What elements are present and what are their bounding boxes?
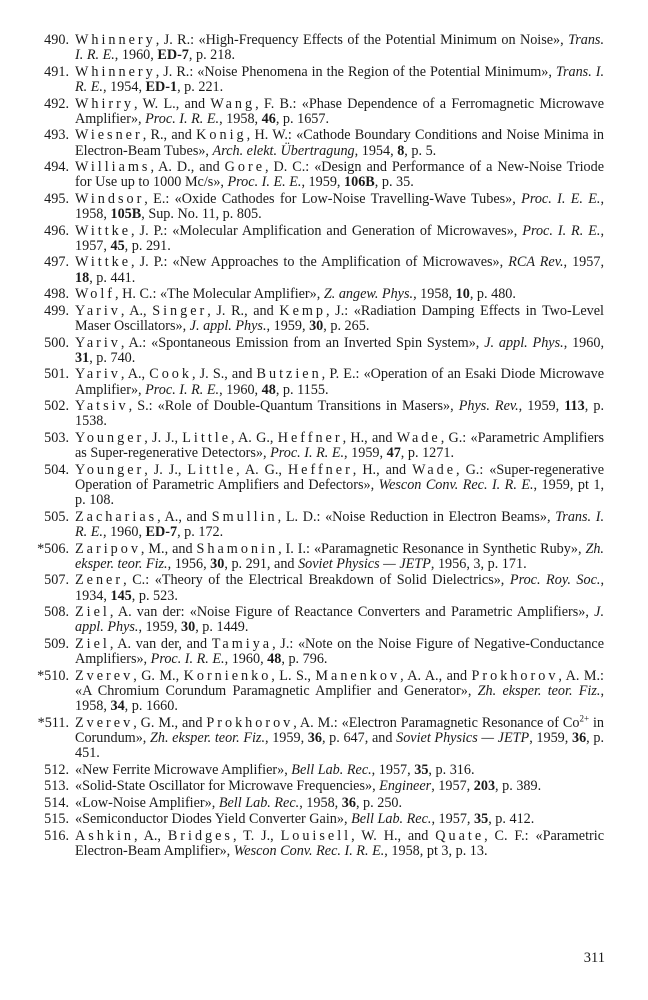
- volume: 18: [75, 269, 90, 286]
- reference-number: 497.: [44, 254, 69, 271]
- journal-title: Proc. I. R. E.: [145, 110, 220, 127]
- text-segment: , p. 172.: [177, 524, 224, 541]
- reference-text: [75, 367, 604, 398]
- text-segment: , 1959,: [529, 730, 572, 746]
- reference-entry: [30, 336, 604, 367]
- author-name: Yariv: [75, 302, 121, 319]
- volume: ED-7: [145, 524, 178, 541]
- journal-title: Bell Lab. Rec.: [291, 761, 372, 778]
- reference-text: [75, 463, 604, 509]
- text-segment: , H., and: [352, 461, 413, 478]
- volume: 113: [564, 398, 585, 415]
- author-name: Yatsiv: [75, 398, 129, 415]
- reference-number: 498.: [44, 286, 69, 303]
- reference-number: 513.: [44, 778, 69, 795]
- reference-entry: [30, 463, 604, 509]
- text-segment: , H. W.: «Cathode Boundary Conditions and Noise Minima in Electron-Beam Tubes»,: [75, 127, 605, 159]
- text-segment: , R., and: [142, 127, 197, 144]
- journal-title: Soviet Physics — JETP: [396, 730, 530, 746]
- reference-number: 491.: [44, 63, 69, 80]
- volume: 46: [261, 110, 276, 127]
- author-name: Windsor: [75, 190, 145, 207]
- text-segment: , p. 250.: [355, 794, 403, 811]
- text-segment: , p. 35.: [374, 174, 414, 191]
- text-segment: , J. P.: «Molecular Amplification and Generation of Microwaves»,: [131, 222, 523, 239]
- text-segment: , p. 389.: [495, 778, 542, 795]
- reference-number: 499.: [44, 302, 69, 319]
- reference-number: 509.: [44, 635, 69, 652]
- text-segment: , E.: «Oxide Cathodes for Low-Noise Travelling-Wave Tubes»,: [144, 190, 522, 207]
- text-segment: , A. M.: «A Chromium Corundum Paramagnetic Amplifier and Generator»,: [75, 667, 604, 699]
- text-segment: , p. 412.: [488, 811, 535, 828]
- journal-title: Trans. I. R. E.: [75, 508, 605, 541]
- reference-text: [75, 829, 604, 860]
- author-name: Ziel: [75, 604, 110, 621]
- journal-title: Proc. I. R. E.: [150, 651, 225, 668]
- author-name: Wade: [412, 461, 457, 478]
- reference-number: *510.: [37, 667, 69, 684]
- reference-text: [75, 796, 604, 811]
- reference-entry: [30, 399, 604, 430]
- reference-text: [75, 224, 604, 255]
- author-name: Kemp: [279, 302, 327, 319]
- text-segment: , p. 1449.: [195, 619, 249, 636]
- journal-title: J. appl. Phys.: [75, 604, 604, 636]
- text-segment: , 1960,: [563, 334, 605, 351]
- journal-title: Phys. Rev.: [458, 398, 519, 415]
- volume: 30: [210, 555, 225, 572]
- journal-title: Engineer: [379, 778, 432, 795]
- author-name: Prokhorov: [471, 667, 559, 684]
- page-number: 311: [583, 950, 605, 966]
- reference-entry: [30, 304, 604, 335]
- reference-text: [75, 605, 604, 636]
- text-segment: , p. 480.: [469, 286, 516, 303]
- text-segment: , p. 1155.: [275, 381, 329, 398]
- text-segment: , S.: «Role of Double-Quantum Transitions in Masers»,: [128, 398, 459, 415]
- volume: 36: [341, 794, 356, 811]
- text-segment: , A. M.: «Electron Paramagnetic Resonance of Co: [293, 714, 580, 731]
- reference-text: [75, 255, 604, 286]
- journal-title: Bell Lab. Rec.: [351, 811, 432, 828]
- journal-title: Proc. I. E. E.: [227, 174, 302, 191]
- reference-entry: [30, 605, 604, 636]
- volume: 36: [571, 730, 587, 746]
- reference-entry: [30, 637, 604, 668]
- author-name: Williams: [75, 159, 151, 176]
- reference-entry: [30, 65, 604, 96]
- reference-entry: [30, 763, 604, 778]
- reference-entry: [30, 573, 604, 604]
- text-segment: , M., and: [140, 540, 197, 557]
- reference-entry: [30, 829, 604, 860]
- text-segment: , J. R.: «High-Frequency Effects of the Potential Minimum on Noise»,: [155, 32, 569, 48]
- author-name: Wittke: [75, 254, 132, 271]
- journal-title: Trans. I. R. E.: [75, 32, 604, 64]
- text-segment: , H. C.: «The Molecular Amplifier»,: [115, 286, 324, 303]
- reference-entry: [30, 33, 604, 64]
- author-name: Konig: [196, 127, 247, 144]
- volume: ED-1: [145, 79, 178, 96]
- reference-number: 504.: [44, 461, 69, 478]
- volume: 30: [309, 318, 324, 335]
- reference-number: *511.: [37, 714, 69, 731]
- author-name: Whirry: [75, 95, 134, 112]
- text-segment: , A., and: [157, 508, 212, 525]
- volume: 48: [261, 381, 276, 398]
- text-segment: , p. 1271.: [400, 445, 454, 462]
- text-segment: , J.: «Note on the Noise Figure of Negative-Conductance Amplifiers»,: [75, 635, 605, 668]
- volume: 34: [110, 698, 125, 715]
- author-name: Zaripov: [75, 540, 141, 557]
- volume: 145: [110, 587, 132, 604]
- reference-number: 502.: [44, 398, 69, 415]
- text-segment: «New Ferrite Microwave Amplifier»,: [75, 761, 292, 778]
- text-segment: , p. 221.: [177, 79, 224, 96]
- volume: 30: [181, 619, 196, 636]
- reference-number: 515.: [44, 811, 69, 828]
- reference-number: 514.: [44, 794, 69, 811]
- author-name: Tamiya: [211, 635, 273, 652]
- text-segment: , p. 1657.: [275, 110, 330, 127]
- text-segment: , p. 265.: [323, 318, 370, 335]
- reference-text: [75, 65, 604, 96]
- text-segment: , G. M., and: [133, 714, 207, 731]
- reference-number: 512.: [44, 761, 69, 778]
- text-segment: , J. J.,: [144, 429, 183, 446]
- volume: 47: [386, 445, 401, 462]
- author-name: Heffner: [287, 461, 353, 478]
- author-name: Zacharias: [75, 508, 158, 525]
- reference-text: [75, 637, 604, 668]
- text-segment: , 1956, 3, p. 171.: [430, 555, 527, 572]
- reference-text: [75, 812, 604, 827]
- author-name: Younger: [75, 429, 145, 446]
- reference-text: [75, 160, 604, 191]
- author-name: Zener: [75, 572, 124, 589]
- reference-entry: [30, 812, 604, 827]
- text-segment: , W. H., and: [351, 827, 436, 844]
- text-segment: , A.,: [120, 302, 153, 319]
- reference-entry: [30, 779, 604, 794]
- reference-entry: [30, 255, 604, 286]
- author-name: Zverev: [75, 667, 134, 684]
- author-name: Whinnery: [75, 32, 156, 48]
- volume: 8: [397, 142, 405, 159]
- text-segment: , 1957,: [431, 811, 475, 828]
- text-segment: , T. J.,: [232, 827, 281, 844]
- text-segment: , 1960,: [219, 381, 262, 398]
- reference-text: [75, 287, 604, 302]
- reference-text: [75, 573, 604, 604]
- volume: 36: [307, 730, 322, 746]
- text-segment: , A. A., and: [400, 667, 472, 684]
- volume: 203: [473, 778, 496, 795]
- text-segment: , L. S.,: [271, 667, 316, 684]
- text-segment: , 1957,: [75, 222, 604, 254]
- author-name: Wiesner: [75, 127, 143, 144]
- reference-number: 505.: [44, 508, 69, 525]
- reference-entry: [30, 712, 605, 762]
- text-segment: , 1960,: [114, 47, 158, 64]
- author-name: Cook: [149, 366, 192, 383]
- text-segment: , D. C.: «Design and Performance of a New-Noise Triode for Use up to 1000 Mc/s»,: [75, 159, 604, 191]
- text-segment: , P. E.: «Operation of an Esaki Diode Microwave Amplifier»,: [75, 366, 604, 398]
- volume: 106B: [344, 174, 375, 191]
- reference-text: [75, 779, 604, 794]
- text-segment: , G.: «Super-regenerative Operation of Parametric Amplifiers and Defectors»,: [75, 461, 605, 493]
- text-segment: , 1956,: [167, 555, 211, 572]
- text-segment: , C. F.: «Parametric Electron-Beam Amplifier»,: [75, 827, 605, 860]
- journal-title: Trans. I. R. E.: [75, 63, 605, 96]
- volume: 31: [75, 349, 90, 366]
- journal-title: J. appl. Phys.: [484, 334, 564, 351]
- author-name: Ziel: [75, 635, 110, 652]
- reference-entry: [30, 160, 604, 191]
- journal-title: Z. angew. Phys.: [323, 286, 414, 303]
- text-segment: , W. L., and: [133, 95, 211, 112]
- text-segment: , 1958,: [413, 286, 456, 303]
- text-segment: , A. van der, and: [109, 635, 212, 652]
- author-name: Kornienko: [183, 667, 272, 684]
- reference-text: [75, 669, 604, 715]
- reference-entry: [30, 669, 604, 715]
- text-segment: , p. 316.: [428, 761, 475, 778]
- text-segment: , 1958,: [75, 682, 604, 715]
- author-name: Manenkov: [315, 667, 401, 684]
- reference-text: [75, 431, 604, 462]
- reference-text: [75, 336, 604, 367]
- reference-number: 492.: [44, 95, 69, 112]
- text-segment: , A. van der: «Noise Figure of Reactance Converters and Parametric Amplifiers»,: [109, 604, 595, 621]
- author-name: Yariv: [75, 366, 121, 383]
- text-segment: , A.,: [134, 827, 168, 844]
- journal-title: Proc. I. R. E.: [270, 445, 345, 462]
- text-segment: , 1934,: [75, 572, 604, 604]
- text-segment: , Sup. No. 11, p. 805.: [141, 206, 262, 223]
- text-segment: , J. P.: «New Approaches to the Amplification of Microwaves»,: [131, 254, 509, 271]
- reference-entry: [30, 224, 604, 255]
- reference-entry: [30, 128, 604, 159]
- text-segment: , p. 1538.: [75, 398, 604, 430]
- reference-number: 494.: [44, 159, 69, 176]
- author-name: Bridges: [167, 827, 233, 844]
- author-name: Whinnery: [75, 63, 156, 80]
- reference-text: [75, 542, 604, 573]
- text-segment: , I. I.: «Paramagnetic Resonance in Synthetic Ruby»,: [278, 540, 586, 557]
- author-name: Little: [182, 429, 231, 446]
- author-name: Yariv: [75, 334, 121, 351]
- journal-title: Wescon Conv. Rec. I. R. E.: [378, 476, 534, 493]
- text-segment: , 1958,: [299, 794, 342, 811]
- volume: 45: [110, 237, 125, 254]
- text-segment: , A. G.,: [231, 429, 278, 446]
- text-segment: in Corundum»,: [75, 714, 604, 746]
- volume: 10: [455, 286, 470, 303]
- reference-text: [75, 33, 604, 64]
- text-segment: , H., and: [342, 429, 397, 446]
- text-segment: , A.,: [120, 366, 150, 383]
- volume: ED-7: [157, 47, 189, 64]
- reference-entry: [30, 796, 604, 811]
- author-name: Wolf: [75, 286, 116, 303]
- text-segment: , 1958,: [75, 190, 605, 223]
- reference-entry: [30, 287, 604, 302]
- journal-title: Proc. I. E. E.: [521, 190, 601, 207]
- reference-text: [75, 97, 604, 128]
- reference-entry: [30, 510, 604, 541]
- reference-number: 507.: [44, 572, 69, 589]
- reference-number: 508.: [44, 604, 69, 621]
- author-name: Prokhorov: [206, 714, 294, 731]
- author-name: Wade: [396, 429, 441, 446]
- text-segment: , p. 291, and: [224, 555, 299, 572]
- journal-title: Wescon Conv. Rec. I. R. E.: [233, 843, 385, 860]
- volume: 35: [414, 761, 429, 778]
- reference-list: [30, 33, 604, 861]
- journal-title: Proc. I. R. E.: [145, 381, 220, 398]
- text-segment: , p. 647, and: [321, 730, 397, 746]
- text-segment: , F. B.: «Phase Dependence of a Ferromagnetic Microwave Amplifier»,: [75, 95, 604, 127]
- reference-number: 516.: [44, 827, 69, 844]
- text-segment: , 1958, pt 3, p. 13.: [384, 843, 488, 860]
- text-segment: , p. 740.: [89, 349, 136, 366]
- reference-entry: [30, 431, 604, 462]
- text-segment: , C.: «Theory of the Electrical Breakdown of Solid Dielectrics»,: [123, 572, 510, 589]
- text-segment: , 1959, pt 1, p. 108.: [75, 476, 604, 509]
- reference-number: 495.: [44, 190, 69, 207]
- journal-title: Soviet Physics — JETP: [298, 555, 431, 572]
- text-segment: , 1959,: [518, 398, 565, 415]
- text-segment: , J. J.,: [144, 461, 188, 478]
- reference-text: [75, 192, 604, 223]
- author-name: Louisell: [280, 827, 352, 844]
- reference-entry: [30, 367, 604, 398]
- reference-entry: [30, 192, 604, 223]
- text-segment: «Semiconductor Diodes Yield Converter Gain»,: [75, 811, 352, 828]
- text-segment: , A. G.,: [236, 461, 288, 478]
- text-segment: , 1959,: [266, 318, 310, 335]
- text-segment: , 1959,: [344, 445, 387, 462]
- reference-text: [75, 763, 604, 778]
- author-name: Singer: [152, 302, 208, 319]
- text-segment: , 1959,: [138, 619, 182, 636]
- author-name: Smullin: [211, 508, 278, 525]
- text-segment: , 1957,: [431, 778, 474, 795]
- journal-title: Arch. elekt. Übertragung: [212, 142, 355, 159]
- author-name: Heffner: [277, 429, 343, 446]
- journal-title: Proc. Roy. Soc.: [509, 572, 601, 589]
- text-segment: , 1958,: [219, 110, 262, 127]
- text-segment: , 1959,: [301, 174, 345, 191]
- reference-number: 503.: [44, 429, 69, 446]
- reference-text: [75, 304, 604, 335]
- journal-title: J. appl. Phys.: [189, 318, 267, 335]
- author-name: Younger: [75, 461, 145, 478]
- text-segment: , p. 1660.: [124, 698, 178, 715]
- text-segment: , p. 5.: [404, 142, 437, 159]
- text-segment: , 1959,: [265, 730, 308, 746]
- journal-title: Bell Lab. Rec.: [218, 794, 300, 811]
- reference-number: 490.: [44, 32, 69, 48]
- text-segment: , G. M.,: [133, 667, 184, 684]
- author-name: Little: [187, 461, 237, 478]
- text-segment: , 1954,: [102, 79, 146, 96]
- text-segment: , p. 218.: [188, 47, 235, 64]
- volume: 35: [474, 811, 489, 828]
- author-name: Gore: [224, 159, 266, 176]
- reference-number: 496.: [44, 222, 69, 239]
- author-name: Ashkin: [75, 827, 134, 844]
- text-segment: , G.: «Parametric Amplifiers as Super-regenerative Detectors»,: [75, 429, 604, 462]
- author-name: Quate: [435, 827, 485, 844]
- text-segment: , p. 451.: [75, 730, 605, 762]
- journal-title: Zh. eksper. teor. Fiz.: [75, 540, 604, 572]
- text-segment: , p. 523.: [131, 587, 178, 604]
- reference-number: 501.: [44, 366, 69, 383]
- text-segment: , 1957,: [371, 761, 415, 778]
- reference-entry: [30, 542, 604, 573]
- volume: 48: [267, 651, 282, 668]
- text-segment: , J.: «Radiation Damping Effects in Two-Level Maser Oscillators»,: [75, 302, 604, 335]
- journal-title: Zh. eksper. teor. Fiz.: [150, 730, 265, 746]
- volume: 105B: [110, 206, 142, 223]
- reference-text: [75, 712, 605, 762]
- author-name: Wittke: [75, 222, 132, 239]
- text-segment: , A. D., and: [150, 159, 225, 176]
- reference-number: 493.: [44, 127, 69, 144]
- journal-title: Proc. I. R. E.: [522, 222, 601, 239]
- author-name: Butzien: [256, 366, 322, 383]
- reference-number: 500.: [44, 334, 69, 351]
- text-segment: , L. D.: «Noise Reduction in Electron Beams»,: [277, 508, 556, 525]
- text-segment: , J. S., and: [191, 366, 257, 383]
- text-segment: , 1960,: [102, 524, 146, 541]
- reference-number: *506.: [37, 540, 69, 557]
- text-segment: , J. R.: «Noise Phenomena in the Region of the Potential Minimum»,: [155, 63, 556, 80]
- reference-text: [75, 510, 604, 541]
- author-name: Wang: [210, 95, 256, 112]
- reference-text: [75, 399, 604, 430]
- text-segment: , J. R., and: [207, 302, 280, 319]
- text-segment: , 1954,: [354, 142, 398, 159]
- text-segment: , 1960,: [224, 651, 268, 668]
- text-segment: «Low-Noise Amplifier»,: [75, 794, 219, 811]
- text-segment: , 1957,: [563, 254, 604, 271]
- superscript: 2+: [579, 712, 590, 723]
- text-segment: , p. 441.: [89, 269, 136, 286]
- journal-title: RCA Rev.: [508, 254, 564, 271]
- text-segment: , A.: «Spontaneous Emission from an Inverted Spin System»,: [120, 334, 485, 351]
- text-segment: , p. 291.: [124, 237, 171, 254]
- text-segment: «Solid-State Oscillator for Microwave Frequencies»,: [75, 778, 380, 795]
- reference-entry: [30, 97, 604, 128]
- author-name: Zverev: [75, 714, 134, 731]
- reference-text: [75, 128, 604, 159]
- author-name: Shamonin: [196, 540, 279, 557]
- journal-title: Zh. eksper. teor. Fiz.: [477, 682, 601, 699]
- text-segment: , p. 796.: [281, 651, 328, 668]
